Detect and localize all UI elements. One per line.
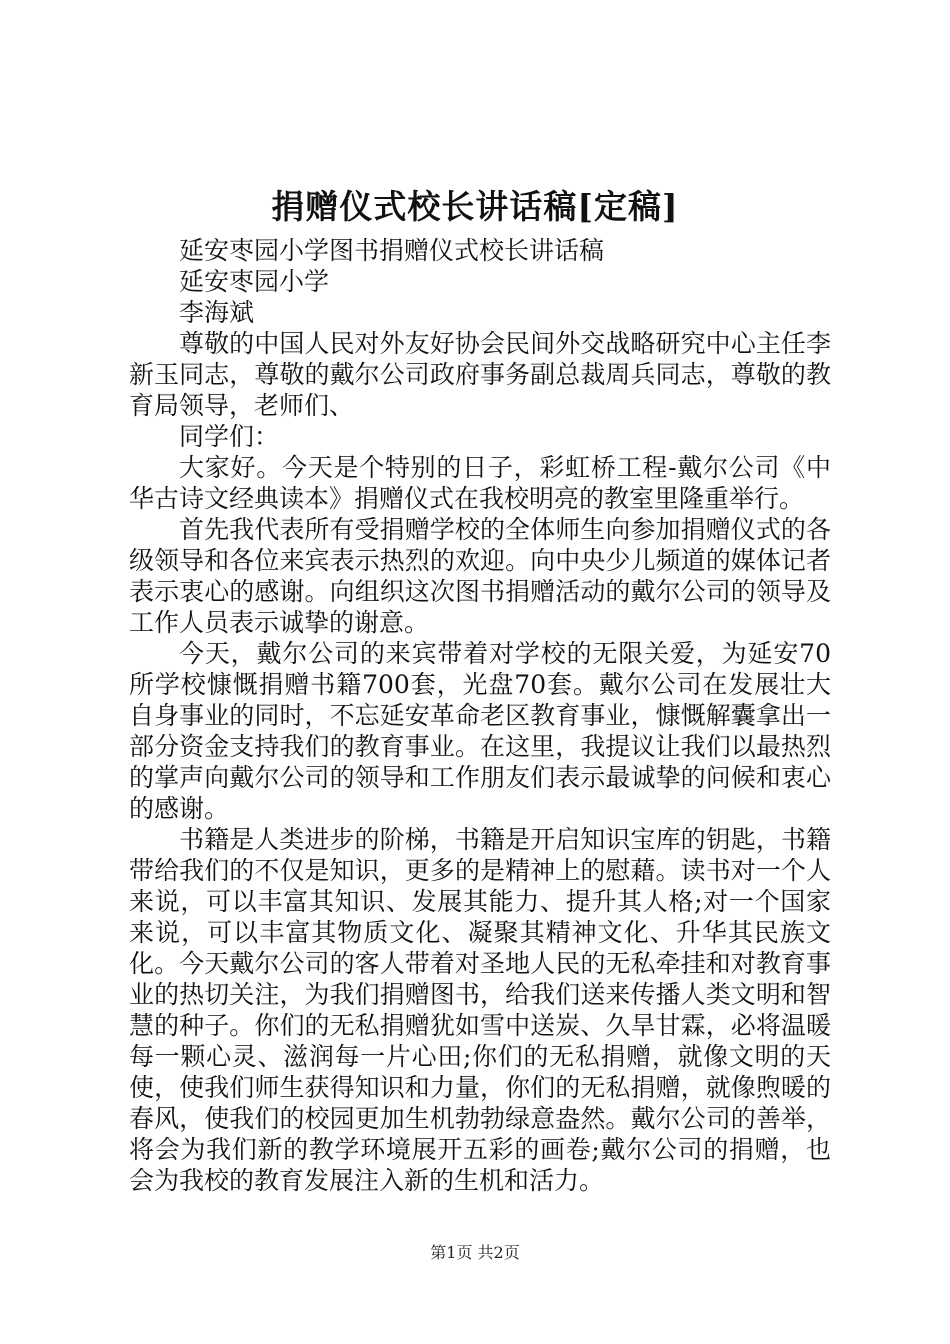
page-number-indicator: 第1页 共2页 — [430, 1243, 520, 1262]
document-title: 捐赠仪式校长讲话稿[定稿] — [271, 187, 679, 226]
body-paragraph: 大家好。今天是个特别的日子，彩虹桥工程-戴尔公司《中华古诗文经典读本》捐赠仪式在我校明亮的教室里隆重举行。 — [129, 453, 831, 513]
document-body — [129, 235, 831, 1196]
subtitle-paragraph: 延安枣园小学图书捐赠仪式校长讲话稿 — [179, 236, 605, 265]
salutation-paragraph: 尊敬的中国人民对外友好协会民间外交战略研究中心主任李新玉同志，尊敬的戴尔公司政府事务副总裁周兵同志，尊敬的教育局领导，老师们、 — [129, 329, 831, 420]
page-footer — [0, 1242, 950, 1264]
author-paragraph: 李海斌 — [179, 298, 255, 327]
body-paragraph: 首先我代表所有受捐赠学校的全体师生向参加捐赠仪式的各级领导和各位来宾表示热烈的欢迎。向中央少儿频道的媒体记者表示衷心的感谢。向组织这次图书捐赠活动的戴尔公司的领导及工作人员表示诚挚的谢意。 — [129, 515, 831, 637]
body-paragraph: 今天，戴尔公司的来宾带着对学校的无限关爱，为延安70所学校慷慨捐赠书籍700套，光盘70套。戴尔公司在发展壮大自身事业的同时，不忘延安革命老区教育事业，慷慨解囊拿出一部分资金支持我们的教育事业。在这里，我提议让我们以最热烈的掌声向戴尔公司的领导和工作朋友们表示最诚挚的问候和衷心的感谢。 — [129, 639, 831, 823]
body-paragraph: 书籍是人类进步的阶梯，书籍是开启知识宝库的钥匙，书籍带给我们的不仅是知识，更多的是精神上的慰藉。读书对一个人来说，可以丰富其知识、发展其能力、提升其人格;对一个国家来说，可以丰富其物质文化、凝聚其精神文化、升华其民族文化。今天戴尔公司的客人带着对圣地人民的无私牵挂和对教育事业的热切关注，为我们捐赠图书，给我们送来传播人类文明和智慧的种子。你们的无私捐赠犹如雪中送炭、久旱甘霖，必将温暖每一颗心灵、滋润每一片心田;你们的无私捐赠，就像文明的天使，使我们师生获得知识和力量，你们的无私捐赠，就像煦暖的春风，使我们的校园更加生机勃勃绿意盎然。戴尔公司的善举，将会为我们新的教学环境展开五彩的画卷;戴尔公司的捐赠，也会为我校的教育发展注入新的生机和活力。 — [129, 825, 831, 1195]
school-name-paragraph: 延安枣园小学 — [179, 267, 330, 296]
salutation-continued-paragraph: 同学们： — [179, 422, 280, 451]
